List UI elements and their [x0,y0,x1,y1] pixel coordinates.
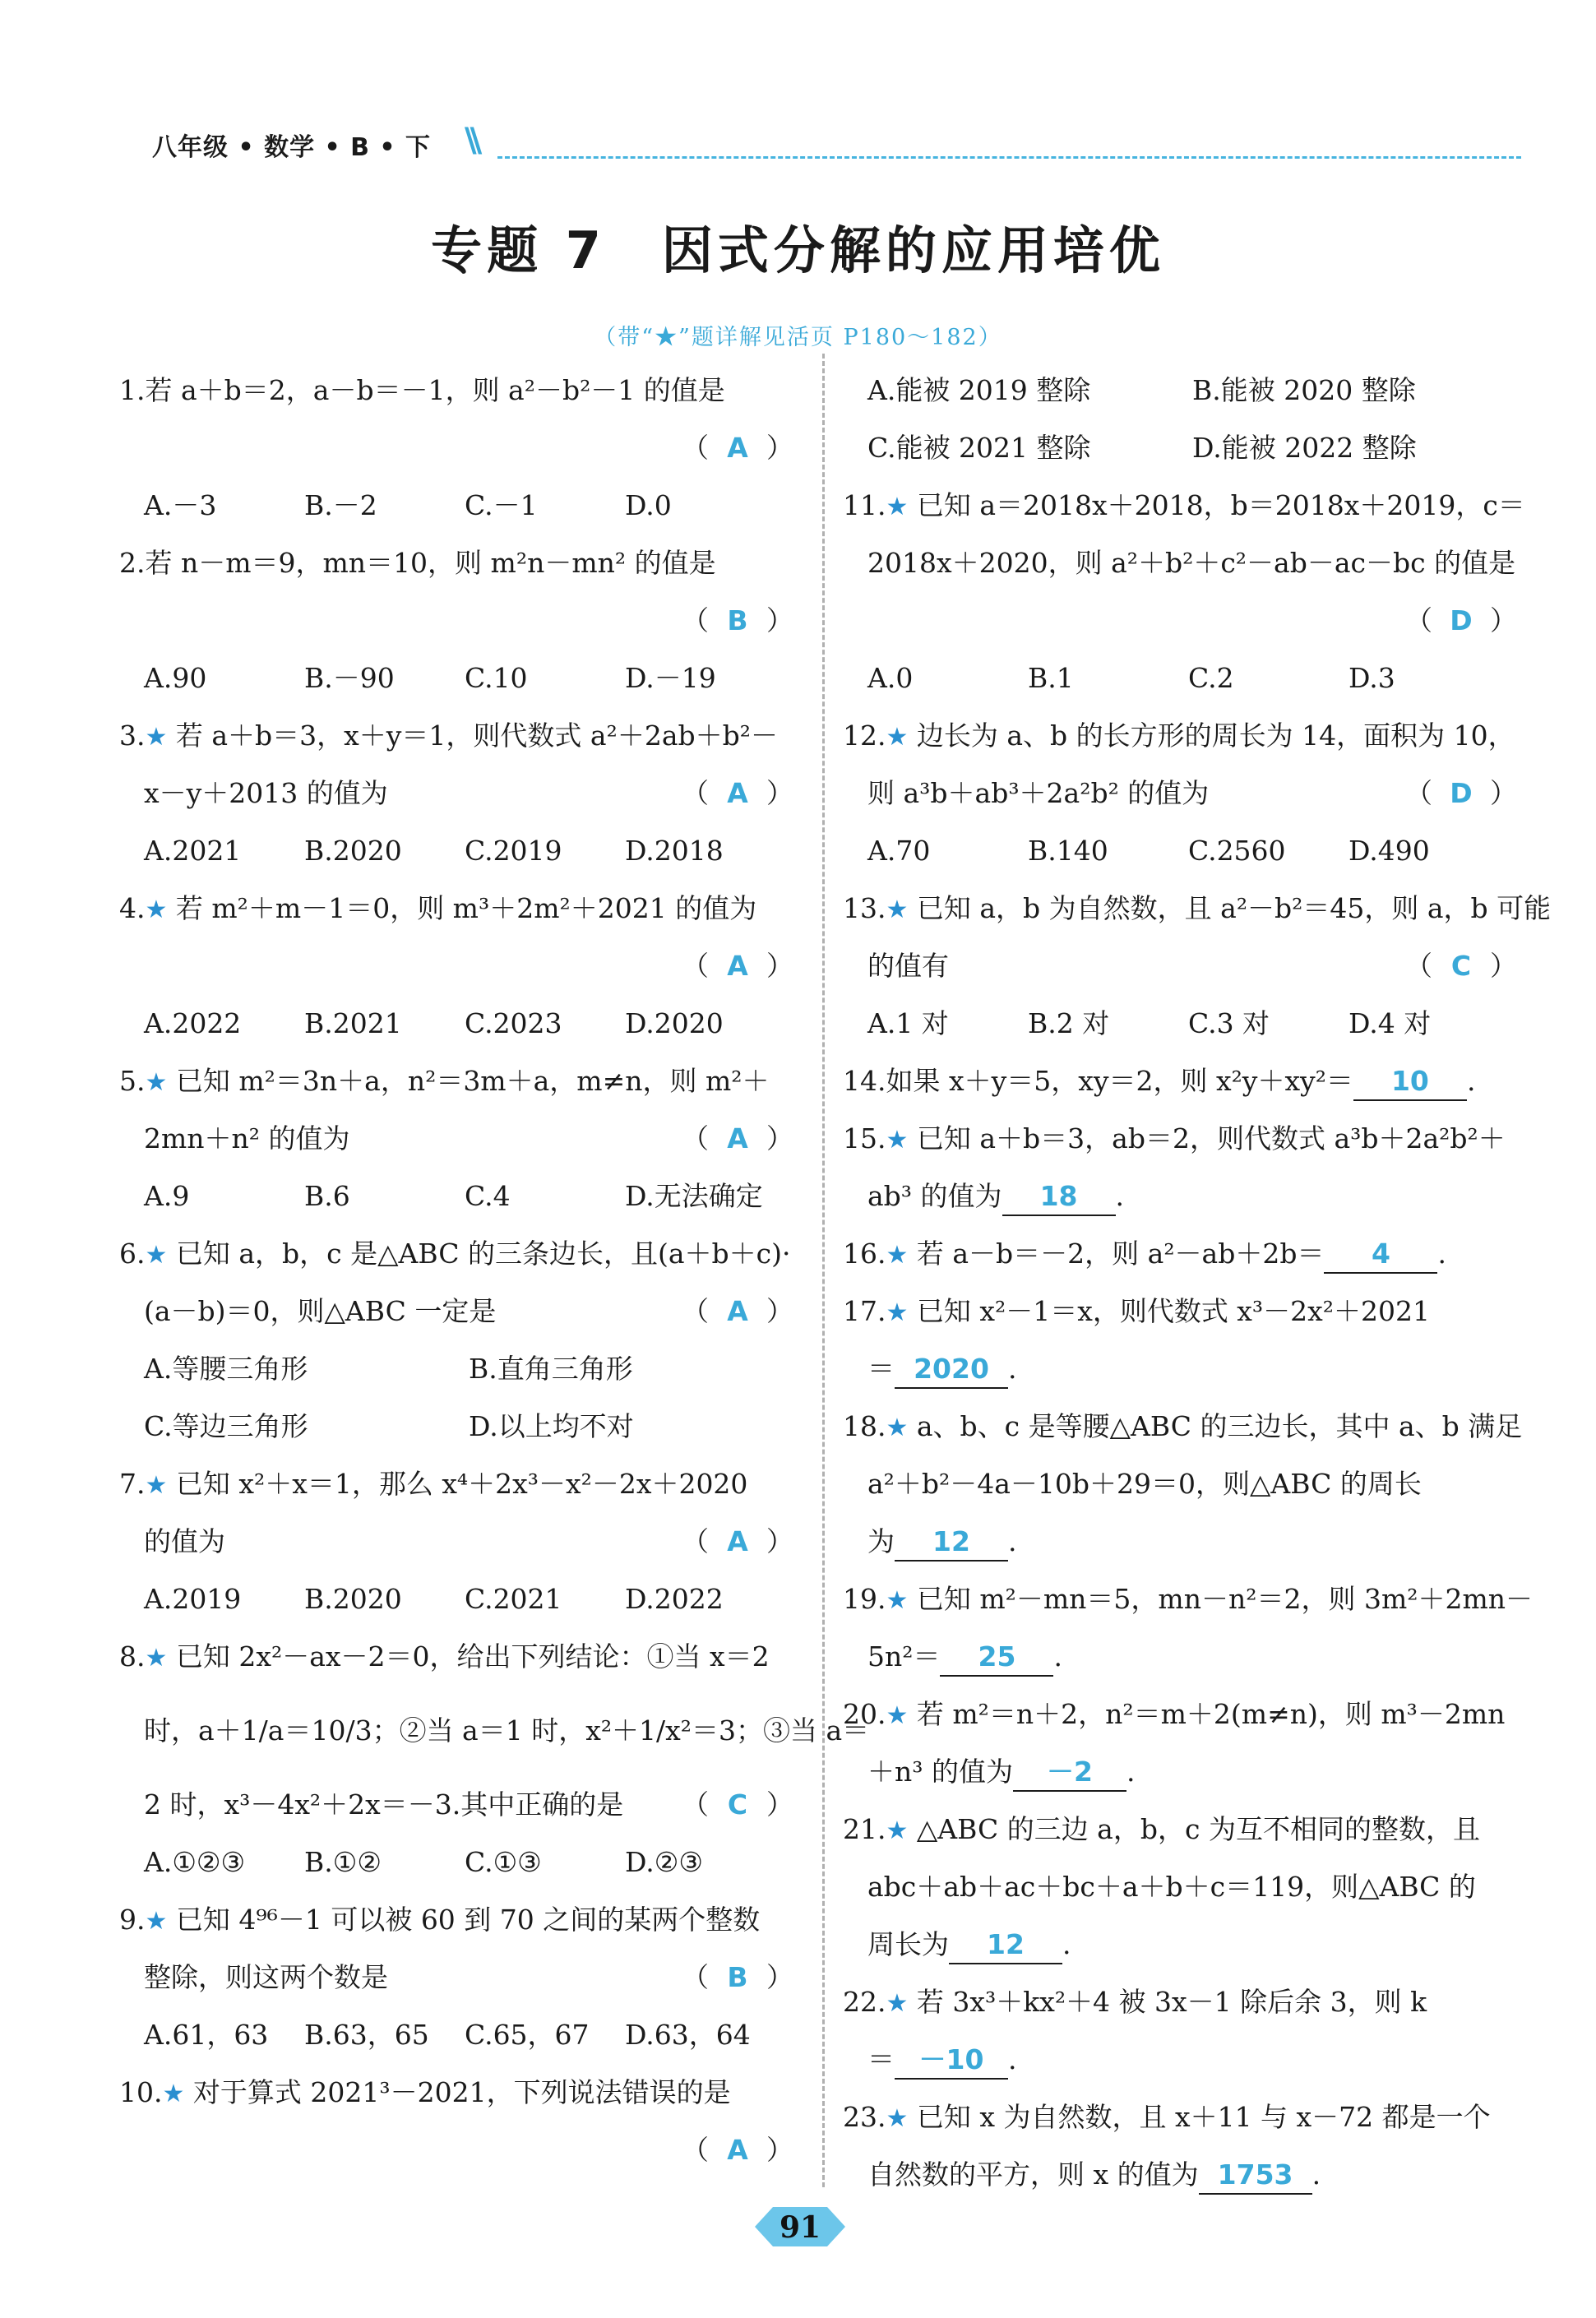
question-line-cont [119,1949,802,2006]
star-icon: ★ [886,1989,909,2018]
option: A.90 [144,662,207,694]
period: . [1126,1756,1136,1788]
question-line [119,2064,802,2121]
answer-choice: D [1450,604,1473,636]
option: A.等腰三角形 [144,1353,308,1385]
answer-blank: －2 [1013,1754,1126,1792]
option-row [119,2006,802,2064]
option: A.－3 [144,489,217,521]
question-line-cont [119,592,802,650]
option: C.2023 [465,1007,562,1039]
question-line [119,1225,802,1283]
star-icon: ★ [145,1471,168,1500]
question-line-cont [119,1110,802,1168]
question-continuation: 2mn＋n² 的值为 [144,1122,350,1154]
question-line [119,707,802,765]
answer-choice: A [727,1122,748,1154]
question-line-cont [843,1513,1525,1571]
option: A.2021 [144,835,242,867]
question-text: 19.★ 已知 m²－mn＝5，mn－n²＝2，则 3m²＋2mn－ [843,1583,1534,1615]
answer-choice: A [727,1525,748,1557]
question-continuation: 的值为 [144,1525,225,1557]
question-line [843,1110,1525,1168]
option-row [119,477,802,534]
question-text: 9.★ 已知 4⁹⁶－1 可以被 60 到 70 之间的某两个整数 [119,1904,761,1936]
header-slash-decoration: \\ [465,122,476,160]
star-icon: ★ [886,1413,909,1442]
option: D.2020 [625,1007,724,1039]
answer-blank: 18 [1002,1178,1116,1216]
answer-bracket: （ B ） [682,1949,793,2006]
option-row [119,822,802,880]
right-column [843,362,1552,2204]
question-line [843,880,1552,937]
star-icon: ★ [886,1701,909,1730]
answer-blank: 12 [895,1524,1008,1562]
answer-choice: C [1450,950,1472,982]
star-icon: ★ [145,723,168,752]
answer-bracket: （ A ） [682,1513,793,1571]
question-continuation: ab³ 的值为 [867,1180,1002,1212]
question-continuation: a²＋b²－4a－10b＋29＝0，则△ABC 的周长 [867,1468,1422,1500]
star-icon: ★ [886,895,909,924]
answer-bracket: （ A ） [682,1283,793,1340]
option: D.4 对 [1349,1007,1432,1039]
question-text: 3.★ 若 a＋b＝3，x＋y＝1，则代数式 a²＋2ab＋b²－ [119,719,778,752]
question-line [843,2089,1525,2146]
option: C.等边三角形 [144,1410,308,1442]
option: D.②③ [625,1846,703,1878]
option: C.能被 2021 整除 [867,432,1091,464]
option: B.2 对 [1028,1007,1110,1039]
question-continuation: 则 a³b＋ab³＋2a²b² 的值为 [867,777,1210,809]
option: D.3 [1349,662,1395,694]
option: D.63，64 [625,2019,751,2051]
option-row [843,995,1525,1053]
question-line [843,1398,1525,1455]
question-text: 11.★ 已知 a＝2018x＋2018，b＝2018x＋2019，c＝ [843,489,1525,521]
answer-bracket: （ A ） [682,1110,793,1168]
question-line [843,1686,1525,1743]
option-row [119,650,802,707]
solution-note: （带“★”题详解见活页 P180～182） [594,325,1002,350]
option: B.1 [1028,662,1074,694]
option: D.2022 [625,1583,724,1615]
option: B.①② [304,1846,382,1878]
answer-blank: 10 [1353,1063,1467,1101]
page-header [152,123,1521,164]
question-line-cont [119,2121,802,2179]
period: . [1008,2043,1017,2075]
star-icon: ★ [886,1586,909,1615]
question-line-cont [843,534,1525,592]
option: B.140 [1028,835,1108,867]
period: . [1062,1928,1071,1960]
answer-bracket: （ C ） [1405,937,1517,995]
answer-bracket: （ A ） [682,2121,793,2179]
option: A.1 对 [867,1007,949,1039]
option: C.－1 [465,489,538,521]
question-continuation: ＋n³ 的值为 [867,1756,1013,1788]
star-icon: ★ [886,2104,909,2133]
option: A.能被 2019 整除 [867,374,1091,406]
question-line-cont [119,1513,802,1571]
question-continuation: 周长为 [867,1928,949,1960]
question-text: 4.★ 若 m²＋m－1＝0，则 m³＋2m²＋2021 的值为 [119,892,757,924]
question-line [119,880,802,937]
question-text: 22.★ 若 3x³＋kx²＋4 被 3x－1 除后余 3，则 k [843,1986,1427,2018]
star-icon: ★ [886,1298,909,1327]
option-row [119,1571,802,1628]
star-icon: ★ [162,2080,185,2108]
question-line [843,1283,1525,1340]
option: B.2020 [304,835,402,867]
question-text: 10.★ 对于算式 2021³－2021，下列说法错误的是 [119,2076,731,2108]
question-text: 18.★ a、b、c 是等腰△ABC 的三边长，其中 a、b 满足 [843,1410,1523,1442]
question-line-cont [119,1283,802,1340]
option: D.－19 [625,662,716,694]
question-text: 1.若 a＋b＝2，a－b＝－1，则 a²－b²－1 的值是 [119,374,725,406]
question-line [119,362,802,419]
page-title: 专题 7 因式分解的应用培优 [431,220,1165,280]
question-line [843,1571,1534,1628]
question-line [843,1801,1525,1858]
question-text: 15.★ 已知 a＋b＝3，ab＝2，则代数式 a³b＋2a²b²＋ [843,1122,1506,1154]
star-icon: ★ [886,1126,909,1154]
option: D.能被 2022 整除 [1192,432,1417,464]
question-continuation: 自然数的平方，则 x 的值为 [867,2158,1199,2191]
question-line [843,1053,1525,1110]
question-line [119,1891,802,1949]
option: B.直角三角形 [469,1353,633,1385]
answer-bracket: （ A ） [682,765,793,822]
option: C.3 对 [1188,1007,1270,1039]
answer-bracket: （ D ） [1405,765,1517,822]
question-continuation: x－y＋2013 的值为 [144,777,388,809]
option-row [843,362,1525,419]
option: B.63，65 [304,2019,429,2051]
question-line [843,1225,1525,1283]
option-row [843,419,1525,477]
star-icon: ★ [145,1907,168,1936]
left-column [119,362,870,2179]
option: A.2022 [144,1007,242,1039]
answer-choice: B [727,604,748,636]
question-text: 12.★ 边长为 a、b 的长方形的周长为 14，面积为 10， [843,719,1515,752]
star-icon: ★ [886,1816,909,1845]
question-text: 16.★ 若 a－b＝－2，则 a²－ab＋2b＝ [843,1238,1325,1270]
question-continuation: 的值有 [867,950,949,982]
question-line [119,1628,802,1686]
question-line [843,707,1525,765]
question-line-cont [119,937,802,995]
question-text: 7.★ 已知 x²＋x＝1，那么 x⁴＋2x³－x²－2x＋2020 [119,1468,748,1500]
page-number-badge [755,2204,845,2250]
option-row [119,1340,802,1398]
question-line-cont [119,765,802,822]
question-continuation: 5n²＝ [867,1640,941,1673]
star-icon: ★ [145,1068,168,1097]
answer-choice: A [727,1295,748,1327]
star-icon: ★ [886,493,909,521]
option: C.4 [465,1180,511,1212]
question-line-cont [843,765,1525,822]
answer-bracket: （ B ） [682,592,793,650]
option: C.65，67 [465,2019,590,2051]
question-continuation: (a－b)＝0，则△ABC 一定是 [144,1295,497,1327]
question-line-cont [843,1168,1525,1225]
answer-choice: A [727,777,748,809]
period: . [1115,1180,1125,1212]
answer-bracket: （ D ） [1405,592,1517,650]
option-row [843,822,1525,880]
column-divider [822,354,825,2187]
option: A.70 [867,835,931,867]
star-icon: ★ [145,1644,168,1673]
question-text: 23.★ 已知 x 为自然数，且 x＋11 与 x－72 都是一个 [843,2101,1491,2133]
question-continuation: ＝ [867,1353,895,1385]
period: . [1311,2158,1321,2191]
star-icon: ★ [886,1241,909,1270]
option: C.10 [465,662,528,694]
breadcrumb: 八年级 • 数学 • B • 下 [152,133,432,162]
question-text: 6.★ 已知 a，b，c 是△ABC 的三条边长，且(a＋b＋c)· [119,1238,791,1270]
option: D.2018 [625,835,724,867]
answer-choice: A [727,432,748,464]
option: D.490 [1349,835,1430,867]
question-line [843,477,1525,534]
period: . [1008,1525,1017,1557]
answer-blank: 1753 [1199,2157,1312,2195]
question-line [119,1455,802,1513]
question-continuation: abc＋ab＋ac＋bc＋a＋b＋c＝119，则△ABC 的 [867,1871,1476,1903]
option-row [843,650,1525,707]
question-continuation: 时，a＋1/a＝10/3；②当 a＝1 时，x²＋1/x²＝3；③当 a＝ [144,1714,870,1747]
option-row [119,1168,802,1225]
option: D.无法确定 [625,1180,763,1212]
answer-choice: B [727,1961,748,1993]
answer-blank: 4 [1324,1236,1437,1274]
answer-bracket: （ A ） [682,419,793,477]
period: . [1008,1353,1017,1385]
option: C.①③ [465,1846,542,1878]
answer-blank: －10 [895,2042,1008,2080]
question-line-cont [843,2146,1525,2204]
option: B.能被 2020 整除 [1192,374,1416,406]
option: B.2020 [304,1583,402,1615]
question-line-cont [843,2031,1525,2089]
question-line [119,534,802,592]
option: D.以上均不对 [469,1410,634,1442]
question-text: 14.如果 x＋y＝5，xy＝2，则 x²y＋xy²＝ [843,1065,1353,1097]
option: A.①②③ [144,1846,246,1878]
question-line-cont [119,1686,870,1776]
header-dashed-rule [497,156,1521,159]
star-icon: ★ [886,723,909,752]
question-line-cont [843,1916,1525,1973]
option: C.2 [1188,662,1234,694]
question-text: 21.★ △ABC 的三边 a，b，c 为互不相同的整数，且 [843,1813,1480,1845]
question-text: 17.★ 已知 x²－1＝x，则代数式 x³－2x²＋2021 [843,1295,1430,1327]
question-text: 13.★ 已知 a，b 为自然数，且 a²－b²＝45，则 a，b 可能 [843,892,1552,924]
option: B.6 [304,1180,350,1212]
star-icon: ★ [145,895,168,924]
answer-blank: 25 [940,1639,1053,1677]
option: C.2019 [465,835,562,867]
question-line [119,1053,802,1110]
question-line-cont [843,1455,1525,1513]
question-text: 20.★ 若 m²＝n＋2，n²＝m＋2(m≠n)，则 m³－2mn [843,1698,1506,1730]
answer-blank: 12 [949,1927,1062,1964]
answer-bracket: （ A ） [682,937,793,995]
question-line-cont [843,1628,1525,1686]
question-line-cont [843,1743,1525,1801]
answer-blank: 2020 [895,1351,1008,1389]
question-continuation: 2 时，x³－4x²＋2x＝－3.其中正确的是 [144,1788,624,1821]
answer-bracket: （ C ） [682,1776,793,1834]
question-continuation: ＝ [867,2043,895,2075]
question-line-cont [119,419,802,477]
question-line-cont [843,592,1525,650]
question-line-cont [119,1776,802,1834]
answer-choice: C [727,1788,748,1821]
period: . [1466,1065,1476,1097]
answer-choice: A [727,2134,748,2166]
option: C.2560 [1188,835,1286,867]
option: A.61，63 [144,2019,269,2051]
question-text: 8.★ 已知 2x²－ax－2＝0，给出下列结论：①当 x＝2 [119,1640,770,1673]
question-text: 5.★ 已知 m²＝3n＋a，n²＝3m＋a，m≠n，则 m²＋ [119,1065,770,1097]
question-line-cont [843,1858,1525,1916]
answer-choice: D [1450,777,1473,809]
option: A.9 [144,1180,190,1212]
option: A.0 [867,662,914,694]
question-line [843,1973,1525,2031]
question-continuation: 整除，则这两个数是 [144,1961,388,1993]
question-text: 2.若 n－m＝9，mn＝10，则 m²n－mn² 的值是 [119,547,716,579]
question-line-cont [843,937,1525,995]
option-row [119,1398,802,1455]
page-number: 91 [779,2210,821,2245]
question-continuation: 为 [867,1525,895,1557]
option: C.2021 [465,1583,562,1615]
question-continuation: 2018x＋2020，则 a²＋b²＋c²－ab－ac－bc 的值是 [867,547,1516,579]
option-row [119,995,802,1053]
option: D.0 [625,489,672,521]
period: . [1053,1640,1062,1673]
answer-choice: A [727,950,748,982]
option: B.2021 [304,1007,402,1039]
option: A.2019 [144,1583,242,1615]
star-icon: ★ [145,1241,168,1270]
period: . [1437,1238,1446,1270]
question-line-cont [843,1340,1525,1398]
option-row [119,1834,802,1891]
option: B.－2 [304,489,377,521]
option: B.－90 [304,662,395,694]
